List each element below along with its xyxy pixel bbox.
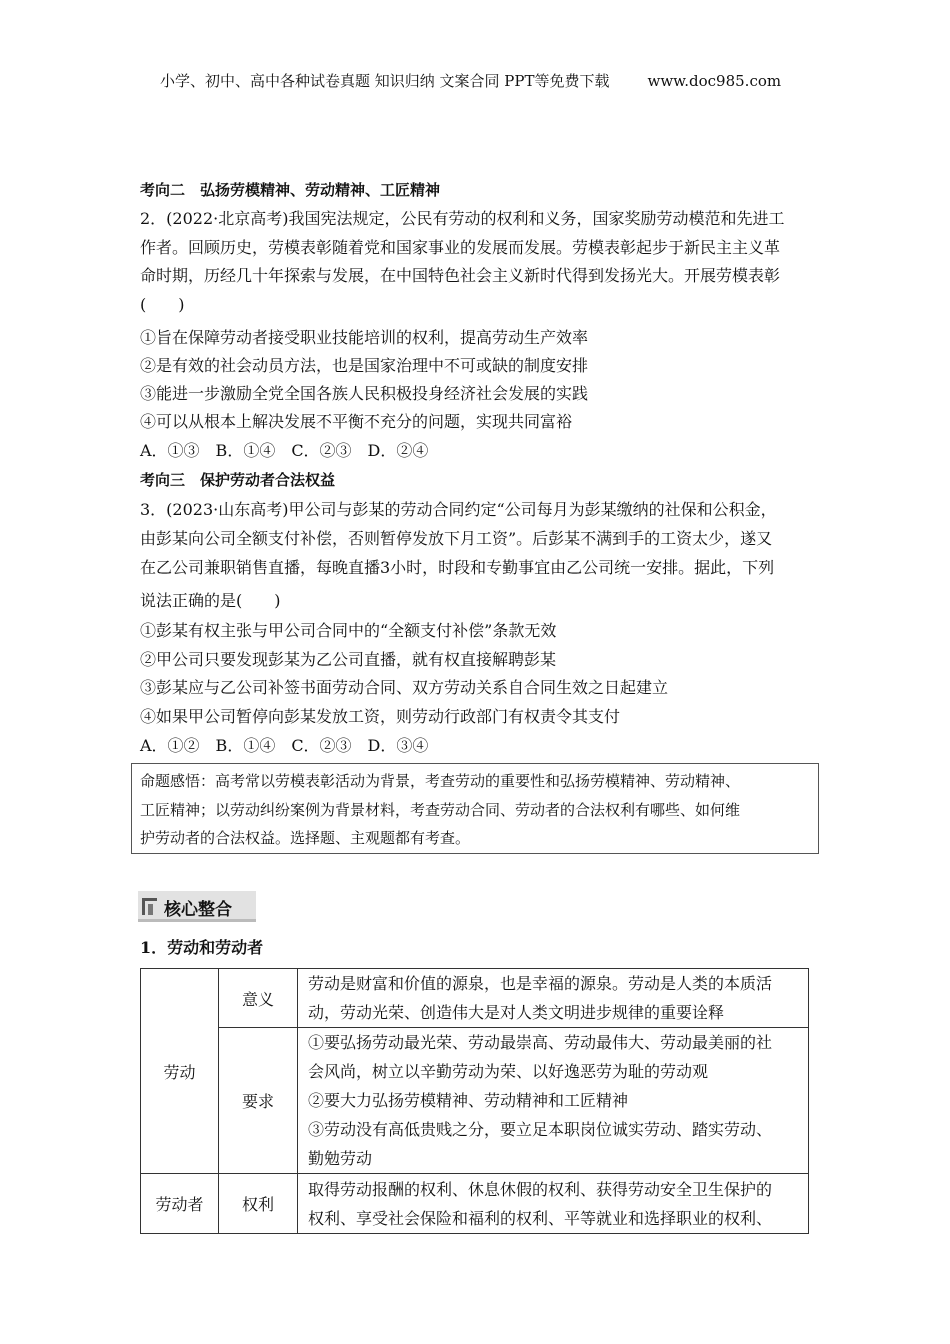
option: ②是有效的社会动员方法，也是国家治理中不可或缺的制度安排	[140, 356, 589, 375]
option: ③彭某应与乙公司补签书面劳动合同、双方劳动关系自合同生效之日起建立	[140, 678, 669, 697]
section-banner	[138, 891, 256, 922]
subheading: 1．劳动和劳动者	[140, 938, 264, 957]
header-url: www.doc985.com	[647, 72, 782, 90]
section-title: 核心整合	[164, 900, 232, 920]
section-icon	[142, 898, 157, 915]
requirement-text: ①要弘扬劳动最光荣、劳动最崇高、劳动最伟大、劳动最美丽的社 会风尚，树立以辛勤劳动为荣、以好逸恶劳为耻的劳动观 ②要大力弘扬劳模精神、劳动精神和工匠精神 ③劳动没有高低贵贱之分，要立足本职岗位诚实劳动、踏实劳动、 勤勉劳动	[298, 1028, 809, 1174]
choices: A．①③ B．①④ C．②③ D．②④	[140, 441, 429, 460]
row-header-laborer: 劳动者	[141, 1174, 219, 1234]
option: ②甲公司只要发现彭某为乙公司直播，就有权直接解聘彭某	[140, 650, 557, 669]
option: ①彭某有权主张与甲公司合同中的“全额支付补偿”条款无效	[140, 621, 557, 640]
option: ④可以从根本上解决发展不平衡不充分的问题，实现共同富裕	[140, 412, 573, 431]
answer-blank: ( )	[140, 295, 185, 314]
question-text: 由彭某向公司全额支付补偿，否则暂停发放下月工资”。后彭某不满到手的工资太少，遂又	[140, 529, 773, 548]
insight-line: 工匠精神；以劳动纠纷案例为背景材料，考查劳动合同、劳动者的合法权利有哪些、如何维	[140, 801, 741, 819]
question-text: 命时期，历经几十年探索与发展，在中国特色社会主义新时代得到发扬光大。开展劳模表彰	[140, 266, 781, 285]
insight-box	[131, 763, 819, 854]
question-text: 说法正确的是( )	[140, 591, 281, 610]
meaning-text: 劳动是财富和价值的源泉，也是幸福的源泉。劳动是人类的本质活 动，劳动光荣、创造伟大是对人类文明进步规律的重要诠释	[298, 969, 809, 1028]
cell-rights: 权利	[219, 1174, 298, 1234]
cell-requirement: 要求	[219, 1028, 298, 1174]
cell-meaning: 意义	[219, 969, 298, 1028]
insight-line: 护劳动者的合法权益。选择题、主观题都有考查。	[140, 829, 471, 847]
option: ③能进一步激励全党全国各族人民积极投身经济社会发展的实践	[140, 384, 589, 403]
question-text: 3．(2023·山东高考)甲公司与彭某的劳动合同约定“公司每月为彭某缴纳的社保和公积金，	[140, 500, 777, 519]
header-text: 小学、初中、高中各种试卷真题 知识归纳 文案合同 PPT等免费下载	[160, 72, 610, 90]
question-text: 在乙公司兼职销售直播，每晚直播3小时，时段和专勤事宜由乙公司统一安排。据此，下列	[140, 558, 775, 577]
rights-text: 取得劳动报酬的权利、休息休假的权利、获得劳动安全卫生保护的 权利、享受社会保险和福利的权利、平等就业和选择职业的权利、	[298, 1174, 809, 1234]
row-header-labor: 劳动	[141, 969, 219, 1174]
option: ①旨在保障劳动者接受职业技能培训的权利，提高劳动生产效率	[140, 328, 589, 347]
question-text: 2．(2022·北京高考)我国宪法规定，公民有劳动的权利和义务，国家奖励劳动模范和先进工	[140, 209, 785, 228]
summary-table	[140, 968, 809, 1234]
question-text: 作者。回顾历史，劳模表彰随着党和国家事业的发展而发展。劳模表彰起步于新民主主义革	[140, 238, 781, 257]
section-heading: 考向二 弘扬劳模精神、劳动精神、工匠精神	[140, 181, 441, 199]
choices: A．①② B．①④ C．②③ D．③④	[140, 736, 429, 755]
insight-line: 命题感悟：高考常以劳模表彰活动为背景，考查劳动的重要性和弘扬劳模精神、劳动精神、	[140, 772, 741, 790]
section-heading: 考向三 保护劳动者合法权益	[140, 471, 336, 489]
option: ④如果甲公司暂停向彭某发放工资，则劳动行政部门有权责令其支付	[140, 707, 621, 726]
page-header	[160, 70, 781, 91]
